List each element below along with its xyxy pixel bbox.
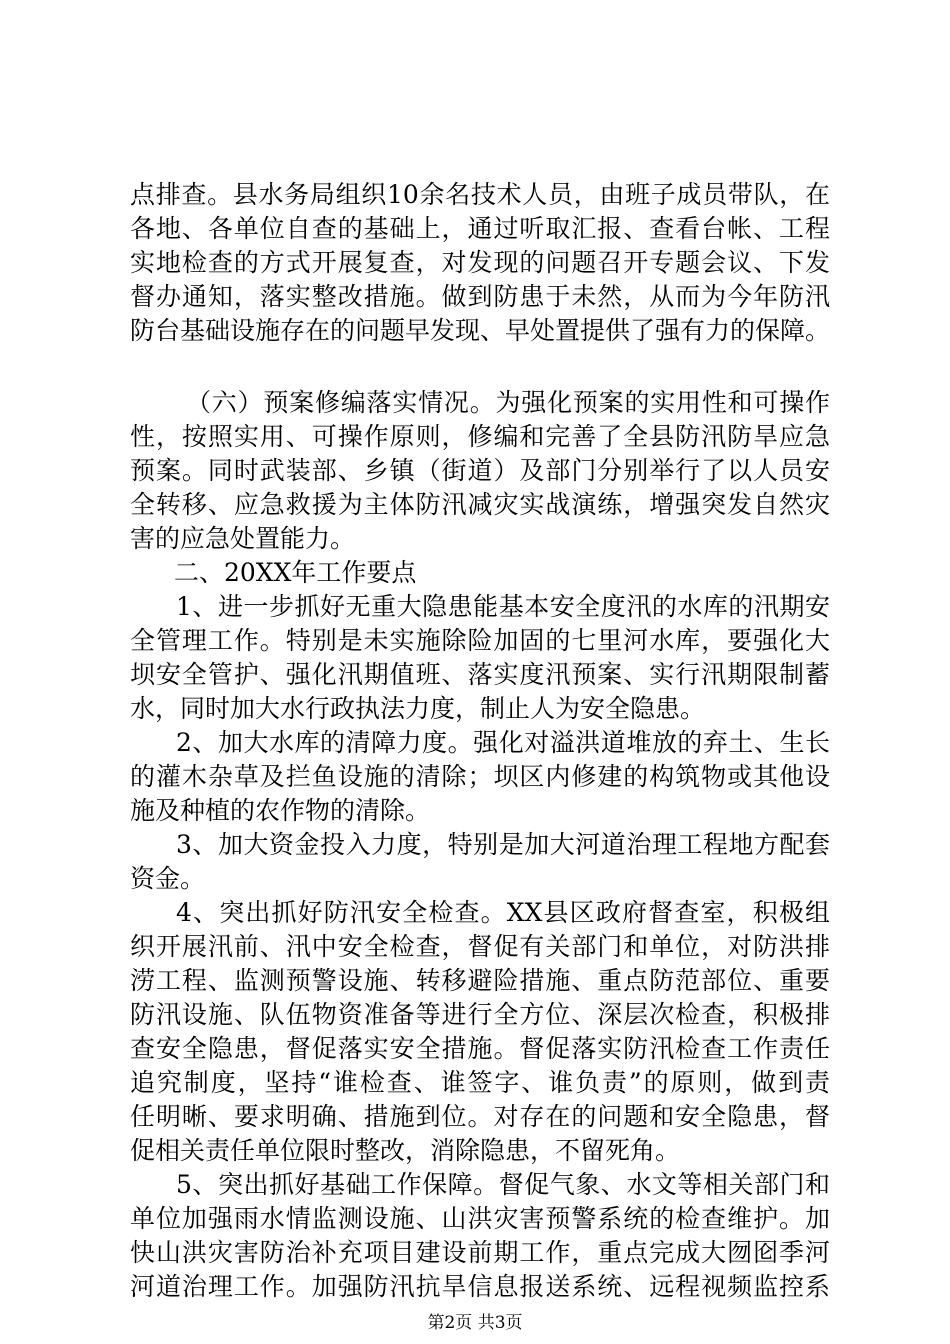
text-line: 4、突出抓好防汛安全检查。XX县区政府督查室，积极组 [176,898,830,927]
text-line: （六）预案修编落实情况。为强化预案的实用性和可操作 [186,388,830,417]
text-line: 坝安全管护、强化汛期值班、落实度汛预案、实行汛期限制蓄 [130,660,830,689]
text-line: 1、进一步抓好无重大隐患能基本安全度汛的水库的汛期安 [176,592,830,621]
text-line: 资金。 [130,864,206,893]
text-line: 实地检查的方式开展复查，对发现的问题召开专题会议、下发 [130,248,830,277]
text-line: 促相关责任单位限时整改，消除隐患，不留死角。 [130,1136,681,1165]
text-line: 督办通知，落实整改措施。做到防患于未然，从而为今年防汛 [130,282,830,311]
page-number: 第2页 共3页 [427,1313,523,1333]
text-line: 查安全隐患，督促落实安全措施。督促落实防汛检查工作责任 [130,1034,830,1063]
text-line: 2、加大水库的清障力度。强化对溢洪道堆放的弃土、生长 [176,728,830,757]
text-line: 点排查。县水务局组织10余名技术人员，由班子成员带队，在 [130,180,830,209]
text-line: 追究制度，坚持“谁检查、谁签字、谁负责”的原则，做到责 [130,1068,830,1097]
text-line: 快山洪灾害防治补充项目建设前期工作，重点完成大囫囵季河 [130,1238,830,1267]
text-line: 预案。同时武装部、乡镇（街道）及部门分别举行了以人员安 [130,456,830,485]
text-line: 水，同时加大水行政执法力度，制止人为安全隐患。 [130,694,706,723]
text-line: 织开展汛前、汛中安全检查，督促有关部门和单位，对防洪排 [130,932,830,961]
text-line: 的灌木杂草及拦鱼设施的清除；坝区内修建的构筑物或其他设 [130,762,830,791]
text-line: 涝工程、监测预警设施、转移避险措施、重点防范部位、重要 [130,966,830,995]
text-line: 防台基础设施存在的问题早发现、早处置提供了强有力的保障。 [130,316,831,345]
text-line: 全管理工作。特别是未实施除险加固的七里河水库，要强化大 [130,626,830,655]
text-line: 施及种植的农作物的清除。 [130,796,431,825]
text-line: 性，按照实用、可操作原则，修编和完善了全县防汛防旱应急 [130,422,830,451]
text-line: 各地、各单位自查的基础上，通过听取汇报、查看台帐、工程 [130,214,830,243]
section-heading: 二、20XX年工作要点 [174,558,417,587]
text-line: 5、突出抓好基础工作保障。督促气象、水文等相关部门和 [176,1170,830,1199]
text-line: 防汛设施、队伍物资准备等进行全方位、深层次检查，积极排 [130,1000,830,1029]
text-line: 河道治理工作。加强防汛抗旱信息报送系统、远程视频监控系 [130,1272,830,1301]
text-line: 任明晰、要求明确、措施到位。对存在的问题和安全隐患，督 [130,1102,830,1131]
text-line: 害的应急处置能力。 [130,524,356,553]
text-line: 全转移、应急救援为主体防汛减灾实战演练，增强突发自然灾 [130,490,830,519]
text-line: 单位加强雨水情监测设施、山洪灾害预警系统的检查维护。加 [130,1204,830,1233]
text-line: 3、加大资金投入力度，特别是加大河道治理工程地方配套 [176,830,830,859]
